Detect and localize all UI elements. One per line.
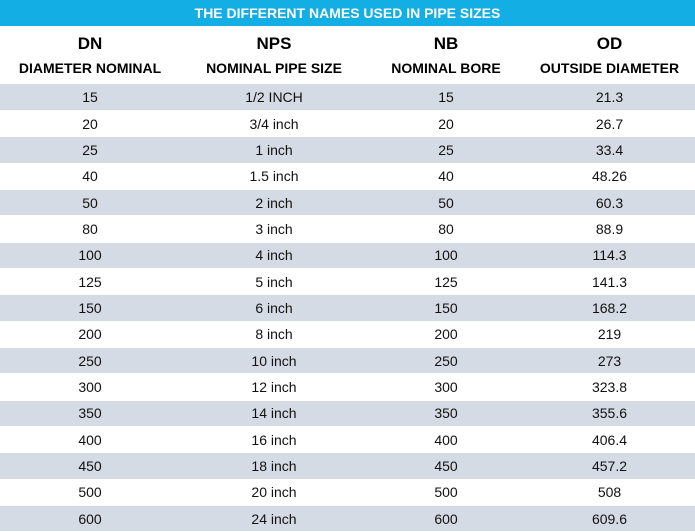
cell-nps: 12 inch — [180, 374, 368, 400]
cell-dn: 25 — [0, 137, 180, 163]
cell-dn: 20 — [0, 110, 180, 136]
cell-nb: 80 — [368, 216, 524, 242]
cell-dn: 40 — [0, 163, 180, 189]
cell-nps: 5 inch — [180, 268, 368, 294]
cell-nps: 18 inch — [180, 453, 368, 479]
table-row — [0, 137, 695, 163]
header-full: OUTSIDE DIAMETER — [539, 60, 680, 76]
header-full: NOMINAL BORE — [391, 60, 501, 76]
cell-nps: 24 inch — [180, 506, 368, 532]
table-row — [0, 347, 695, 373]
cell-nb: 600 — [368, 506, 524, 532]
cell-od: 60.3 — [524, 189, 695, 215]
cell-od: 355.6 — [524, 400, 695, 426]
cell-dn: 125 — [0, 268, 180, 294]
cell-dn: 150 — [0, 295, 180, 321]
table-title: THE DIFFERENT NAMES USED IN PIPE SIZES — [194, 5, 501, 21]
cell-dn: 450 — [0, 453, 180, 479]
header-abbr: DN — [77, 34, 103, 53]
cell-nps: 8 inch — [180, 321, 368, 347]
cell-nb: 150 — [368, 295, 524, 321]
table-row — [0, 295, 695, 321]
cell-nps: 1 inch — [180, 137, 368, 163]
cell-nb: 500 — [368, 479, 524, 505]
cell-od: 508 — [524, 479, 695, 505]
cell-dn: 250 — [0, 347, 180, 373]
header-full: DIAMETER NOMINAL — [18, 60, 162, 76]
cell-od: 323.8 — [524, 374, 695, 400]
table-row — [0, 321, 695, 347]
cell-nps: 3/4 inch — [180, 110, 368, 136]
cell-od: 273 — [524, 347, 695, 373]
table-row — [0, 400, 695, 426]
cell-nps: 1.5 inch — [180, 163, 368, 189]
cell-nb: 200 — [368, 321, 524, 347]
cell-od: 114.3 — [524, 242, 695, 268]
table-row — [0, 163, 695, 189]
table-row — [0, 426, 695, 452]
cell-od: 168.2 — [524, 295, 695, 321]
table-row — [0, 374, 695, 400]
cell-nps: 20 inch — [180, 479, 368, 505]
header-abbr: OD — [596, 34, 623, 53]
cell-nps: 3 inch — [180, 216, 368, 242]
cell-nb: 50 — [368, 189, 524, 215]
table-row — [0, 242, 695, 268]
cell-dn: 350 — [0, 400, 180, 426]
cell-nps: 14 inch — [180, 400, 368, 426]
cell-nb: 250 — [368, 347, 524, 373]
table-row — [0, 189, 695, 215]
cell-od: 141.3 — [524, 268, 695, 294]
header-abbr: NPS — [256, 34, 292, 53]
cell-nb: 350 — [368, 400, 524, 426]
header-row — [0, 26, 695, 84]
cell-od: 21.3 — [524, 84, 695, 110]
header-abbr: NB — [433, 34, 459, 53]
cell-nb: 15 — [368, 84, 524, 110]
cell-nb: 40 — [368, 163, 524, 189]
table-title-banner — [0, 0, 695, 26]
cell-od: 88.9 — [524, 216, 695, 242]
cell-nps: 1/2 INCH — [180, 84, 368, 110]
cell-nps: 16 inch — [180, 426, 368, 452]
table-row — [0, 84, 695, 110]
cell-od: 33.4 — [524, 137, 695, 163]
cell-dn: 500 — [0, 479, 180, 505]
cell-dn: 300 — [0, 374, 180, 400]
cell-od: 219 — [524, 321, 695, 347]
table-row — [0, 216, 695, 242]
cell-dn: 15 — [0, 84, 180, 110]
cell-nb: 450 — [368, 453, 524, 479]
header-full: NOMINAL PIPE SIZE — [206, 60, 342, 76]
cell-od: 26.7 — [524, 110, 695, 136]
header-nb — [368, 26, 524, 84]
header-nps — [180, 26, 368, 84]
header-dn — [0, 26, 180, 84]
pipe-sizes-table — [0, 26, 695, 532]
cell-nb: 125 — [368, 268, 524, 294]
table-row — [0, 110, 695, 136]
table-body — [0, 84, 695, 532]
cell-od: 48.26 — [524, 163, 695, 189]
cell-nps: 6 inch — [180, 295, 368, 321]
cell-dn: 400 — [0, 426, 180, 452]
cell-nb: 20 — [368, 110, 524, 136]
cell-dn: 200 — [0, 321, 180, 347]
cell-nb: 25 — [368, 137, 524, 163]
table-row — [0, 506, 695, 532]
cell-dn: 50 — [0, 189, 180, 215]
cell-nps: 10 inch — [180, 347, 368, 373]
cell-dn: 100 — [0, 242, 180, 268]
cell-dn: 600 — [0, 506, 180, 532]
cell-nb: 400 — [368, 426, 524, 452]
cell-nb: 100 — [368, 242, 524, 268]
cell-nb: 300 — [368, 374, 524, 400]
table-row — [0, 453, 695, 479]
cell-dn: 80 — [0, 216, 180, 242]
cell-od: 609.6 — [524, 506, 695, 532]
table-row — [0, 479, 695, 505]
table-row — [0, 268, 695, 294]
cell-od: 457.2 — [524, 453, 695, 479]
cell-nps: 2 inch — [180, 189, 368, 215]
cell-od: 406.4 — [524, 426, 695, 452]
header-od — [524, 26, 695, 84]
cell-nps: 4 inch — [180, 242, 368, 268]
